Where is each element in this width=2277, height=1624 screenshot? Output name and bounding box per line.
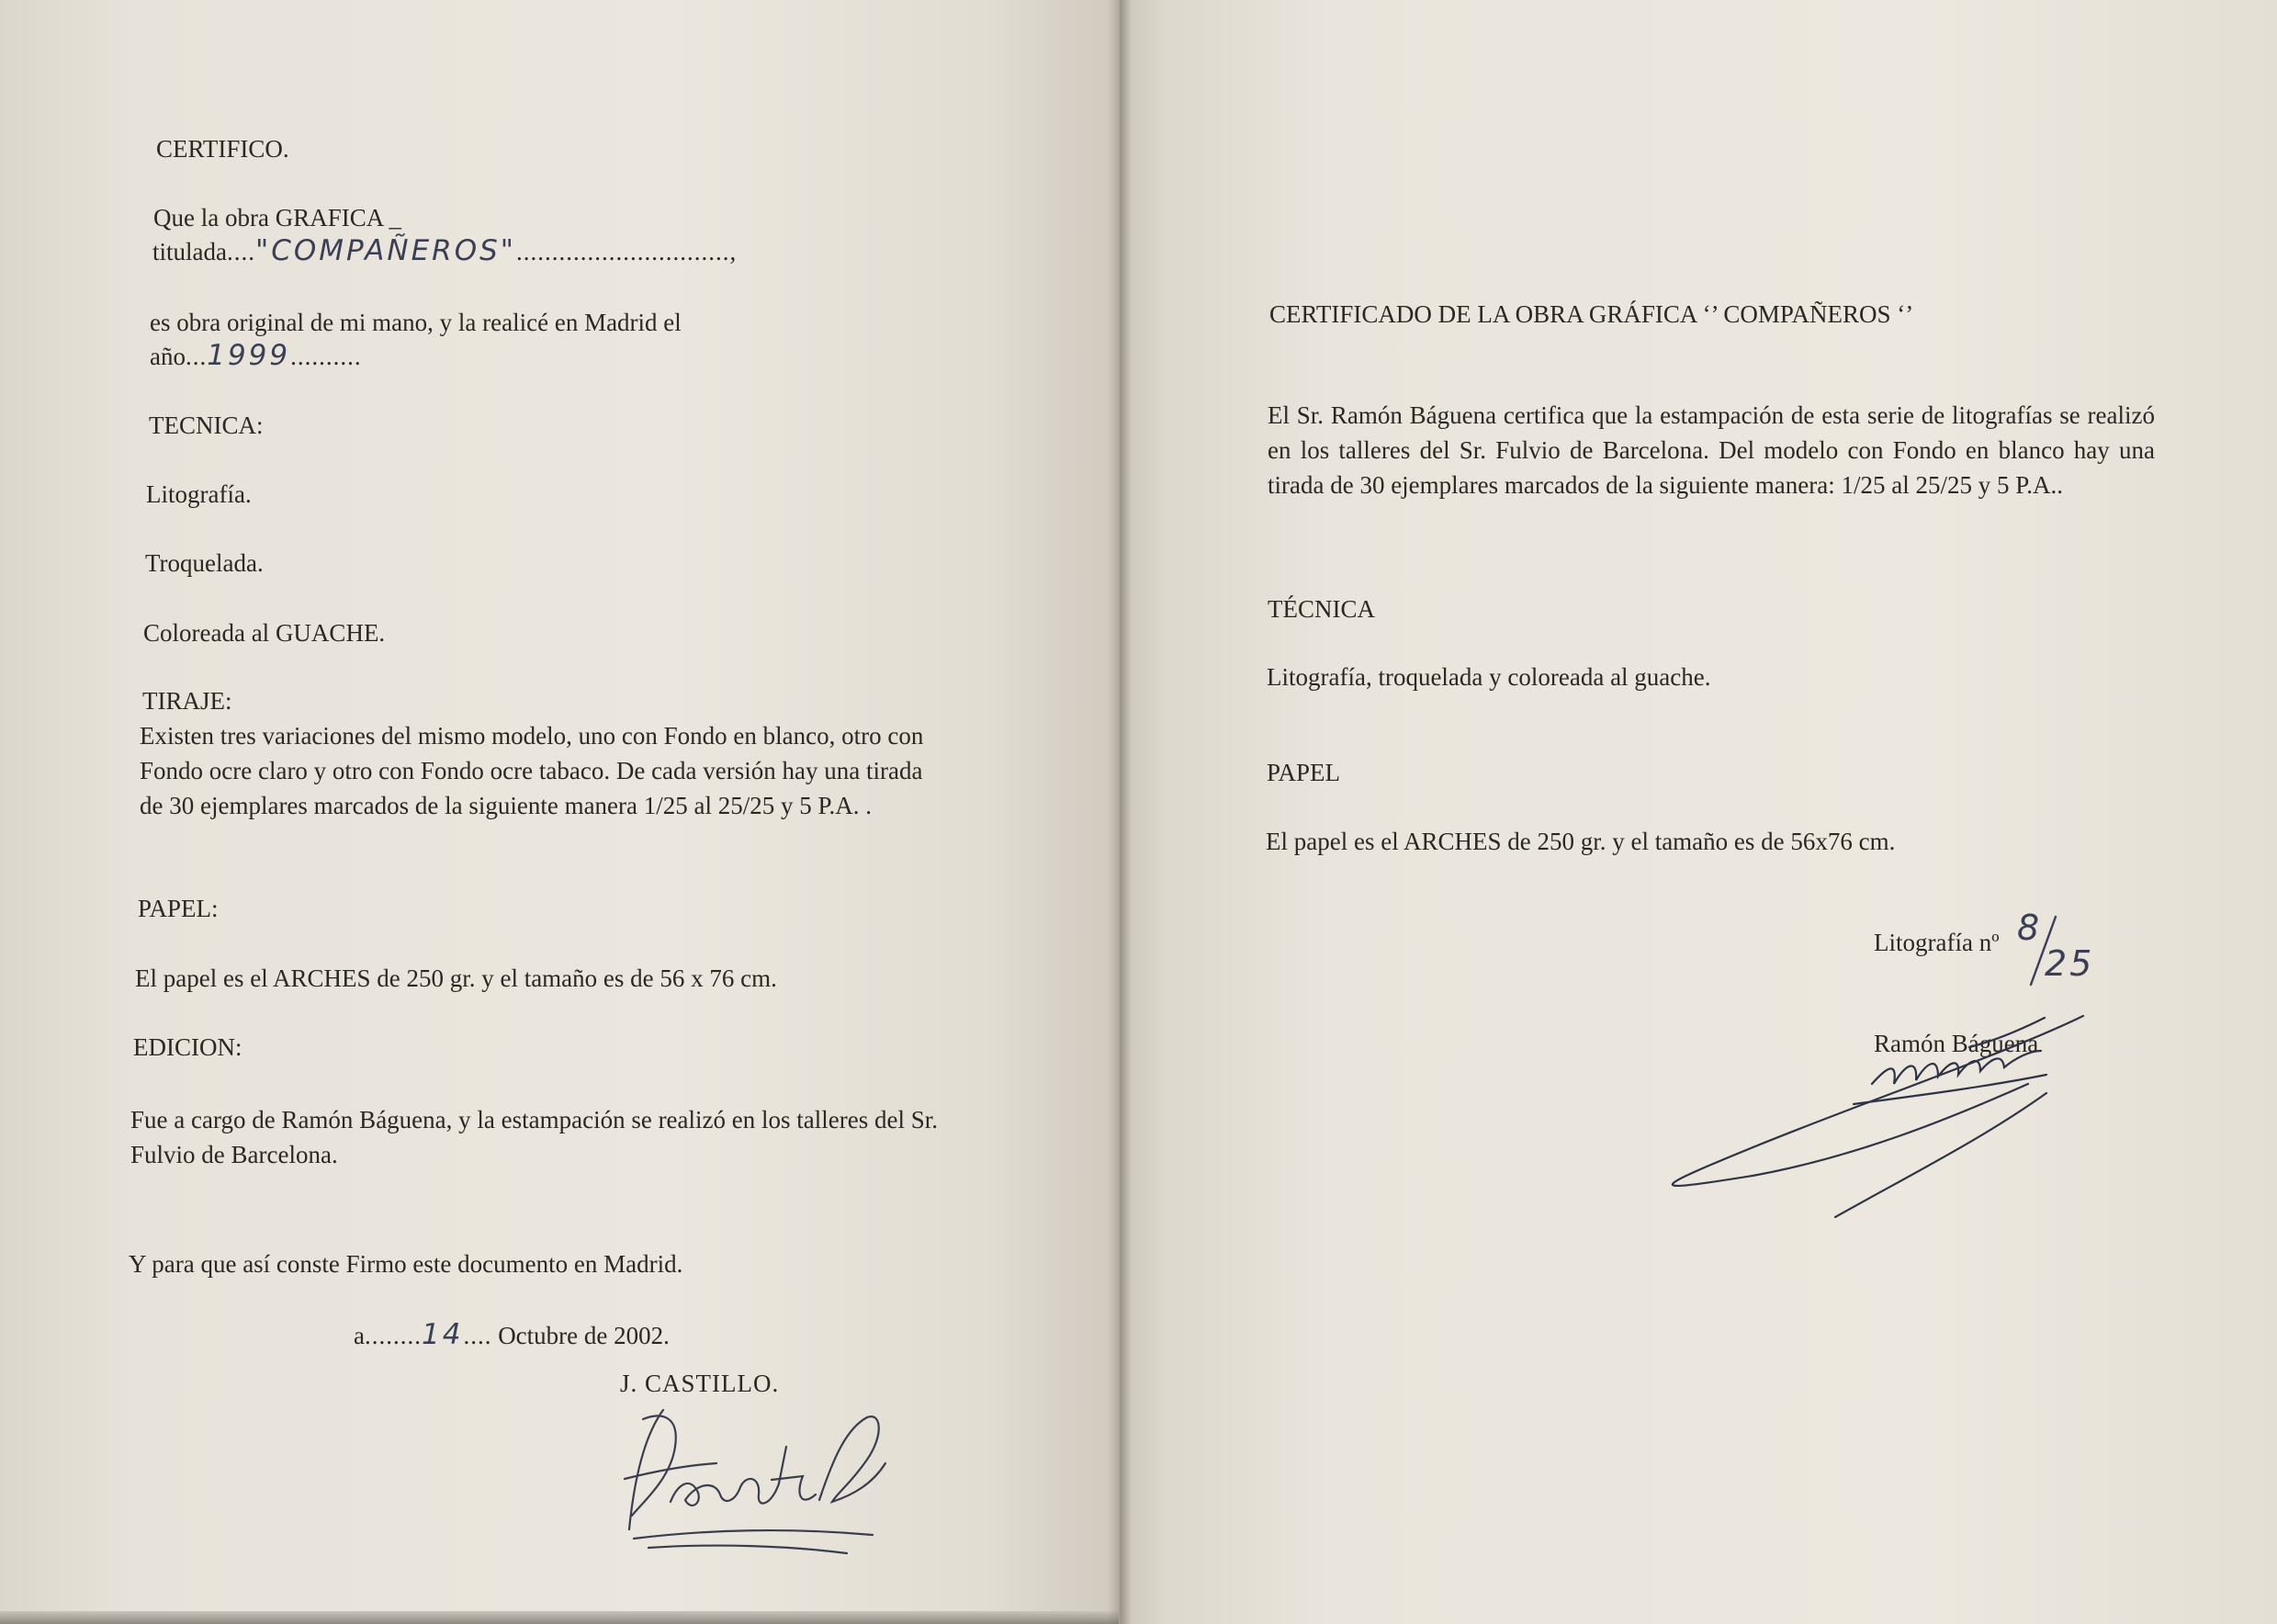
titulada-line [152,233,737,269]
fecha-line [354,1317,670,1353]
fecha-dots-after: .... [463,1322,492,1349]
certificado-title: CERTIFICADO DE LA OBRA GRÁFICA ‘’ COMPAÑEROS ‘’ [1269,300,1914,328]
anio-label: año [150,343,186,370]
litografia-label: Litografía nº [1874,929,2000,956]
fecha-handwritten-day: 14 [421,1318,464,1351]
intro-paragraph: El Sr. Ramón Báguena certifica que la estampación de esta serie de litografías se realizó en los talleres del Sr. Fulvio de Barcelona. Del modelo con Fondo en blanco hay una tirada de 30 ejemplares marcados de la siguiente manera: 1/25 al 25/25 y 5 P.A.. [1268,401,2155,499]
signer-name-left: J. CASTILLO. [620,1370,780,1397]
anio-dots-after: .......... [290,343,362,370]
certifico-heading: CERTIFICO. [156,135,289,163]
left-page [0,0,1119,1624]
edition-total-handwritten: 25 [2045,943,2095,984]
book-gutter [1108,0,1132,1624]
anio-line [150,338,362,374]
litografia-number-line [1874,925,2000,960]
tiraje-text: Existen tres variaciones del mismo modelo, uno con Fondo en blanco, otro con Fondo ocre claro y otro con Fondo ocre tabaco. De cada versión hay una tirada de 30 ejemplares marcados de la siguiente manera 1/25 al 25/25 y 5 P.A. . [140,722,924,819]
tecnica-heading: TECNICA: [149,412,264,439]
signer-name-right: Ramón Báguena [1874,1030,2039,1057]
fecha-suffix: Octubre de 2002. [498,1322,670,1349]
titulada-dots: .... [226,238,255,265]
firmo-line: Y para que así conste Firmo este documento en Madrid. [129,1250,683,1278]
titulada-handwritten-value: "COMPAÑEROS" [254,234,517,267]
anio-handwritten-value: 1999 [207,339,291,372]
tecnica-heading-right: TÉCNICA [1268,595,1375,623]
fecha-prefix: a [354,1322,365,1349]
edition-number-handwritten: 8 [2017,908,2043,948]
papel-text: El papel es el ARCHES de 250 gr. y el tamaño es de 56 x 76 cm. [135,964,777,992]
fecha-dots: ........ [364,1322,422,1349]
papel-text-right: El papel es el ARCHES de 250 gr. y el tamaño es de 56x76 cm. [1266,828,1896,855]
obra-grafica-line: Que la obra GRAFICA _ [153,204,401,231]
papel-heading-right: PAPEL [1267,759,1341,786]
right-page [1119,0,2277,1624]
baguena-signature-icon [1651,1010,2147,1231]
edicion-text: Fue a cargo de Ramón Báguena, y la estampación se realizó en los talleres del Sr. Fulvio de Barcelona. [130,1106,938,1168]
tiraje-heading: TIRAJE: [142,687,232,715]
edicion-heading: EDICION: [133,1033,242,1061]
castillo-signature-icon [606,1392,909,1557]
tecnica-text-right: Litografía, troquelada y coloreada al guache. [1267,663,1711,691]
tecnica-item-coloreada: Coloreada al GUACHE. [143,619,386,647]
anio-dots: ... [185,343,208,370]
page-bottom-edge [0,1611,1119,1624]
tecnica-item-troquelada: Troquelada. [145,549,264,577]
tecnica-item-litografia: Litografía. [146,480,252,508]
original-line: es obra original de mi mano, y la realicé en Madrid el [150,309,682,336]
titulada-label: titulada [152,238,227,265]
titulada-dots-after: .............................., [516,238,738,265]
papel-heading: PAPEL: [138,895,219,922]
